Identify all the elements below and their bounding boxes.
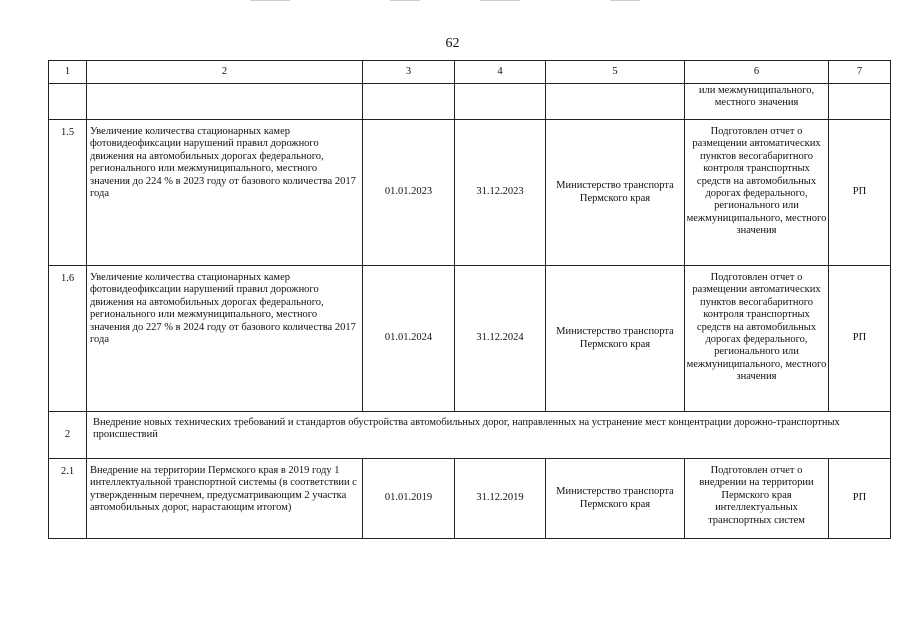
result-cell: Подготовлен отчет о внедрении на территории Пермского края интеллектуальных транспортных систем xyxy=(685,459,829,539)
responsible: Министерство транспорта Пермского края xyxy=(546,459,685,539)
section-row xyxy=(49,412,891,459)
table-row xyxy=(49,459,891,539)
row-description: Увеличение количества стационарных камер фотовидеофиксации нарушений правил дорожного движения на автомобильных дорогах федерального, регионального или межмуниципального, местного значения до 224 % в 2023 году от базового количества 2017 года xyxy=(87,120,363,266)
result-cell: или межмуниципального, местного значения xyxy=(685,84,829,120)
scan-artifact xyxy=(250,0,290,1)
table-row xyxy=(49,266,891,412)
level-cell: РП xyxy=(829,266,891,412)
table-row-continuation xyxy=(49,84,891,120)
section-number: 2 xyxy=(49,412,87,459)
scan-artifact xyxy=(610,0,640,1)
start-date: 01.01.2023 xyxy=(363,120,455,266)
result-cell: Подготовлен отчет о размещении автоматических пунктов весогабаритного контроля транспортных средств на автомобильных дорогах федерального, регионального или межмуниципального, местного значения xyxy=(685,120,829,266)
header-cell: 4 xyxy=(455,61,546,84)
responsible: Министерство транспорта Пермского края xyxy=(546,120,685,266)
scan-artifact xyxy=(480,0,520,1)
page-number: 62 xyxy=(445,36,460,51)
row-number: 2.1 xyxy=(49,459,87,539)
row-number: 1.6 xyxy=(49,266,87,412)
end-date: 31.12.2024 xyxy=(455,266,546,412)
end-date: 31.12.2019 xyxy=(455,459,546,539)
header-cell: 1 xyxy=(49,61,87,84)
responsible: Министерство транспорта Пермского края xyxy=(546,266,685,412)
result-cell: Подготовлен отчет о размещении автоматических пунктов весогабаритного контроля транспортных средств на автомобильных дорогах федерального, регионального или межмуниципального, местного значения xyxy=(685,266,829,412)
header-cell: 2 xyxy=(87,61,363,84)
row-number: 1.5 xyxy=(49,120,87,266)
start-date: 01.01.2024 xyxy=(363,266,455,412)
level-cell: РП xyxy=(829,459,891,539)
start-date: 01.01.2019 xyxy=(363,459,455,539)
end-date: 31.12.2023 xyxy=(455,120,546,266)
level-cell: РП xyxy=(829,120,891,266)
header-cell: 6 xyxy=(685,61,829,84)
header-cell: 3 xyxy=(363,61,455,84)
header-cell: 5 xyxy=(546,61,685,84)
scan-artifact xyxy=(390,0,420,1)
table-row xyxy=(49,120,891,266)
plan-table xyxy=(48,60,891,539)
row-description: Внедрение на территории Пермского края в 2019 году 1 интеллектуальной транспортной системы (в соответствии с утвержденным перечнем, предусматривающим 2 участка автомобильных дорог, нарастающим итогом) xyxy=(87,459,363,539)
section-title: Внедрение новых технических требований и стандартов обустройства автомобильных дорог, направленных на устранение мест концентрации дорожно-транспортных происшествий xyxy=(87,412,891,459)
row-description: Увеличение количества стационарных камер фотовидеофиксации нарушений правил дорожного движения на автомобильных дорогах федерального, регионального или межмуниципального, местного значения до 227 % в 2024 году от базового количества 2017 года xyxy=(87,266,363,412)
header-cell: 7 xyxy=(829,61,891,84)
table-header-row xyxy=(49,61,891,84)
